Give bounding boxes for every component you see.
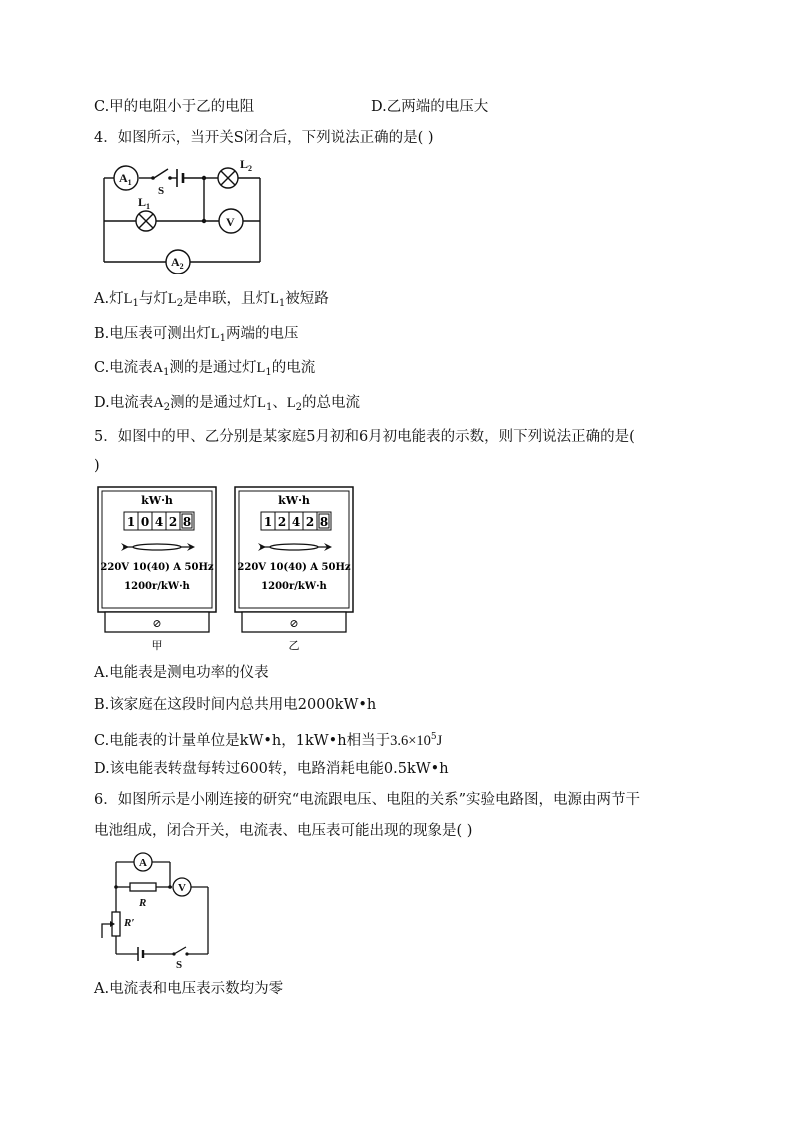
svg-text:A2: $A_2$ — [171, 255, 184, 271]
svg-text:kW·h: kW·h — [141, 494, 173, 507]
q6-stem-line2: 电池组成，闭合开关，电流表、电压表可能出现的现象是( ) — [94, 823, 473, 839]
q5-option-c: C.电能表的计量单位是kW•h，1kW•h相当于$3.6\times 10^5J$ — [94, 732, 443, 749]
svg-text:A1: $A_1$ — [119, 171, 132, 187]
svg-text:A: A — [139, 857, 147, 869]
q5-option-d: D.该电能表转盘每转过600转，电路消耗电能0.5kW•h — [94, 761, 449, 777]
q6-stem-line1: 6．如图所示是小刚连接的研究“电流跟电压、电阻的关系”实验电路图，电源由两节干 — [94, 792, 641, 808]
q4-option-d: D.电流表$A_2$测的是通过灯$L_1$、$L_2$的总电流 — [94, 395, 361, 413]
q5-option-a: A.电能表是测电功率的仪表 — [94, 665, 269, 681]
q3-option-d: D.乙两端的电压大 — [371, 99, 489, 115]
svg-text:2: 2 — [277, 515, 287, 529]
svg-text:4: 4 — [291, 515, 301, 529]
svg-text:1200r/kW·h: 1200r/kW·h — [124, 581, 190, 592]
svg-text:S: S — [158, 185, 165, 197]
svg-text:1: 1 — [126, 515, 136, 529]
q4-stem: 4．如图所示，当开关S闭合后，下列说法正确的是( ) — [94, 130, 434, 146]
svg-text:L2: $L_2$ — [240, 157, 253, 173]
q5-stem-line1: 5．如图中的甲、乙分别是某家庭5月初和6月初电能表的示数，则下列说法正确的是( — [94, 429, 635, 445]
svg-text:0: 0 — [140, 515, 150, 529]
svg-text:R: R — [139, 897, 147, 909]
svg-text:L1: $L_1$ — [138, 195, 151, 211]
q5-option-b: B.该家庭在这段时间内总共用电2000kW•h — [94, 697, 377, 713]
q4-option-b: B.电压表可测出灯$L_1$两端的电压 — [94, 326, 299, 344]
q4-option-a: A.灯$L_1$与灯$L_2$是串联，且灯$L_1$被短路 — [94, 291, 329, 309]
svg-text:2: 2 — [168, 515, 178, 529]
svg-text:⊘: ⊘ — [289, 617, 299, 630]
q6-circuit-diagram — [94, 850, 216, 972]
svg-text:V: V — [178, 882, 186, 894]
svg-text:V: V — [226, 215, 235, 229]
meter-jia — [97, 486, 219, 652]
svg-text:⊘: ⊘ — [152, 617, 162, 630]
svg-text:1200r/kW·h: 1200r/kW·h — [261, 581, 327, 592]
svg-text:kW·h: kW·h — [278, 494, 310, 507]
svg-text:220V 10(40) A 50Hz: 220V 10(40) A 50Hz — [100, 562, 214, 573]
q3-option-c: C.甲的电阻小于乙的电阻 — [94, 99, 255, 115]
q4-option-c: C.电流表$A_1$测的是通过灯$L_1$的电流 — [94, 360, 316, 378]
q6-option-a: A.电流表和电压表示数均为零 — [94, 981, 284, 997]
svg-text:甲: 甲 — [151, 639, 163, 652]
meter-yi — [234, 486, 356, 652]
q4-circuit-diagram — [96, 156, 268, 274]
svg-text:220V 10(40) A 50Hz: 220V 10(40) A 50Hz — [237, 562, 351, 573]
svg-text:S: S — [176, 959, 183, 971]
svg-text:1: 1 — [263, 515, 273, 529]
svg-text:R′: R′ — [124, 917, 135, 929]
svg-text:4: 4 — [154, 515, 164, 529]
svg-text:2: 2 — [305, 515, 315, 529]
svg-text:8: 8 — [319, 515, 329, 529]
q5-stem-line2: ) — [94, 458, 100, 474]
svg-text:8: 8 — [182, 515, 192, 529]
svg-text:乙: 乙 — [288, 639, 300, 652]
